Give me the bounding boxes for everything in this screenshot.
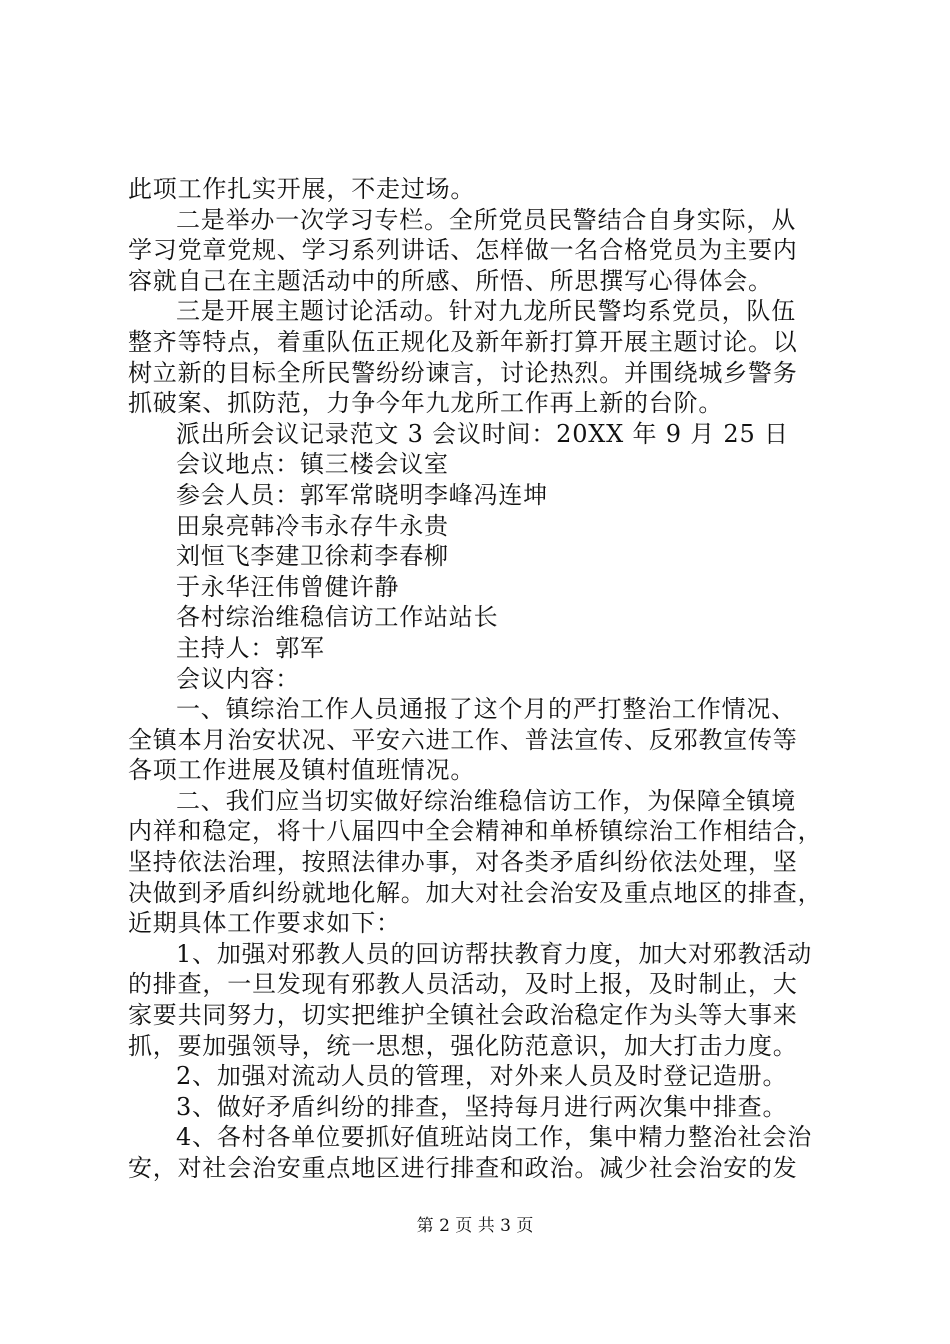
text-line: 抓，要加强领导，统一思想，强化防范意识，加大打击力度。	[128, 1031, 798, 1060]
text-line: 派出所会议记录范文 3 会议时间：20XX 年 9 月 25 日	[176, 419, 789, 448]
text-line: 抓破案、抓防范，力争今年九龙所工作再上新的台阶。	[128, 389, 724, 418]
document-body	[128, 174, 848, 1184]
text-line: 学习党章党规、学习系列讲话、怎样做一名合格党员为主要内	[128, 236, 798, 265]
text-line: 的排查，一旦发现有邪教人员活动，及时上报，及时制止，大	[128, 970, 798, 999]
text-line: 3、做好矛盾纠纷的排查，坚持每月进行两次集中排查。	[176, 1092, 788, 1121]
page-footer: 第 2 页 共 3 页	[416, 1216, 534, 1236]
text-line: 此项工作扎实开展，不走过场。	[128, 175, 476, 203]
text-line: 田泉亮韩冷韦永存牛永贵	[176, 511, 449, 540]
text-line: 二是举办一次学习专栏。全所党员民警结合自身实际，从	[176, 205, 796, 234]
text-line: 一、镇综治工作人员通报了这个月的严打整治工作情况、	[176, 695, 796, 724]
text-line: 树立新的目标全所民警纷纷谏言，讨论热烈。并围绕城乡警务	[128, 358, 798, 387]
text-line: 各项工作进展及镇村值班情况。	[128, 756, 476, 785]
text-line: 三是开展主题讨论活动。针对九龙所民警均系党员，队伍	[176, 297, 796, 326]
text-line: 参会人员：郭军常晓明李峰冯连坤	[176, 480, 548, 509]
text-line: 2、加强对流动人员的管理，对外来人员及时登记造册。	[176, 1062, 788, 1091]
text-line: 全镇本月治安状况、平安六进工作、普法宣传、反邪教宣传等	[128, 725, 798, 754]
text-line: 1、加强对邪教人员的回访帮扶教育力度，加大对邪教活动	[176, 939, 813, 968]
text-line: 安，对社会治安重点地区进行排查和政治。减少社会治安的发	[128, 1154, 798, 1182]
text-line: 整齐等特点，着重队伍正规化及新年新打算开展主题讨论。以	[128, 327, 798, 356]
text-line: 刘恒飞李建卫徐莉李春柳	[176, 542, 449, 571]
text-line: 内祥和稳定，将十八届四中全会精神和单桥镇综治工作相结合，	[128, 817, 823, 846]
text-line: 近期具体工作要求如下：	[128, 909, 401, 938]
text-line: 坚持依法治理，按照法律办事，对各类矛盾纠纷依法处理，坚	[128, 848, 798, 877]
text-line: 容就自己在主题活动中的所感、所悟、所思撰写心得体会。	[128, 266, 773, 295]
text-line: 4、各村各单位要抓好值班站岗工作，集中精力整治社会治	[176, 1123, 813, 1152]
text-line: 会议地点：镇三楼会议室	[176, 450, 449, 479]
text-line: 决做到矛盾纠纷就地化解。加大对社会治安及重点地区的排查，	[128, 878, 823, 907]
text-line: 各村综治维稳信访工作站站长	[176, 603, 499, 632]
text-line: 主持人：郭军	[176, 633, 325, 662]
text-line: 家要共同努力，切实把维护全镇社会政治稳定作为头等大事来	[128, 1001, 798, 1030]
text-line: 会议内容：	[176, 664, 300, 693]
text-line: 于永华汪伟曾健许静	[176, 572, 400, 601]
text-line: 二、我们应当切实做好综治维稳信访工作，为保障全镇境	[176, 786, 796, 815]
